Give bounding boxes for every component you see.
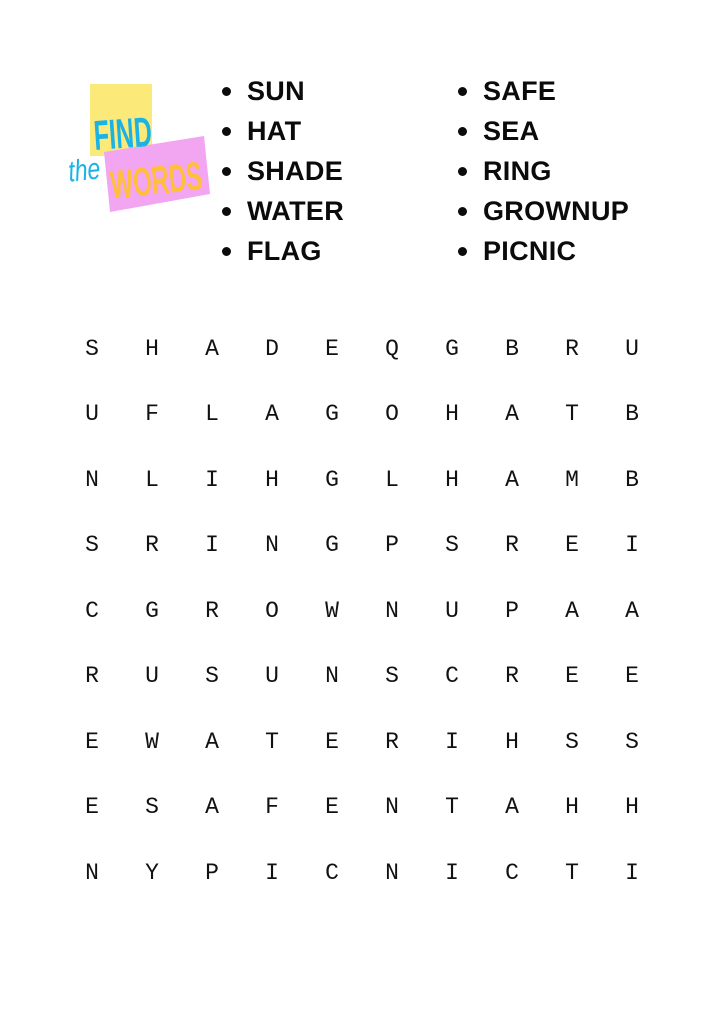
grid-cell[interactable]: H [145, 335, 159, 362]
grid-cell[interactable]: U [625, 335, 639, 362]
grid-cell[interactable]: U [445, 597, 459, 624]
grid-cell[interactable]: H [445, 466, 459, 493]
word-label: SHADE [247, 155, 344, 186]
grid-cell[interactable]: Y [145, 859, 159, 886]
grid-cell[interactable]: E [325, 728, 339, 755]
word-list-item [454, 191, 629, 231]
grid-cell[interactable]: S [385, 663, 399, 690]
word-label: FLAG [247, 235, 322, 266]
bullet-icon [458, 167, 467, 176]
word-list-item [454, 71, 629, 111]
letter-grid [62, 316, 662, 906]
grid-cell[interactable]: A [265, 401, 279, 428]
grid-cell[interactable]: I [205, 466, 219, 493]
bullet-icon [458, 247, 467, 256]
word-list-item [454, 231, 629, 271]
grid-cell[interactable]: H [505, 728, 519, 755]
grid-cell[interactable]: L [145, 466, 159, 493]
grid-cell[interactable]: W [325, 597, 339, 624]
grid-cell[interactable]: Q [385, 335, 399, 362]
grid-cell[interactable]: R [505, 532, 519, 559]
grid-cell[interactable]: O [265, 597, 279, 624]
word-label: HAT [247, 115, 302, 146]
grid-cell[interactable]: I [265, 859, 279, 886]
grid-cell[interactable]: S [145, 794, 159, 821]
grid-cell[interactable]: D [265, 335, 279, 362]
bullet-icon [222, 207, 231, 216]
grid-cell[interactable]: M [565, 466, 579, 493]
bullet-icon [222, 247, 231, 256]
bullet-icon [222, 127, 231, 136]
grid-cell[interactable]: C [445, 663, 459, 690]
word-label: PICNIC [483, 235, 577, 266]
grid-cell[interactable]: R [565, 335, 579, 362]
grid-cell[interactable]: H [445, 401, 459, 428]
grid-cell[interactable]: U [265, 663, 279, 690]
grid-cell[interactable]: R [385, 728, 399, 755]
grid-cell[interactable]: A [625, 597, 639, 624]
grid-cell[interactable]: E [325, 335, 339, 362]
word-list-item [218, 231, 344, 271]
word-list-item [454, 111, 629, 151]
grid-cell[interactable]: S [85, 532, 99, 559]
grid-cell[interactable]: E [325, 794, 339, 821]
grid-cell[interactable]: A [205, 728, 219, 755]
grid-cell[interactable]: B [625, 401, 639, 428]
grid-cell[interactable]: G [445, 335, 459, 362]
find-the-words-logo [64, 82, 266, 218]
grid-cell[interactable]: A [565, 597, 579, 624]
grid-cell[interactable]: A [205, 335, 219, 362]
grid-cell[interactable]: N [385, 794, 399, 821]
grid-cell[interactable]: N [265, 532, 279, 559]
grid-cell[interactable]: B [625, 466, 639, 493]
grid-cell[interactable]: A [505, 466, 519, 493]
grid-cell[interactable]: S [85, 335, 99, 362]
grid-cell[interactable]: R [505, 663, 519, 690]
grid-cell[interactable]: T [265, 728, 279, 755]
grid-cell[interactable]: B [505, 335, 519, 362]
grid-cell[interactable]: S [625, 728, 639, 755]
grid-cell[interactable]: R [145, 532, 159, 559]
word-list-item [218, 151, 344, 191]
grid-cell[interactable]: C [85, 597, 99, 624]
grid-cell[interactable]: A [205, 794, 219, 821]
word-label: SUN [247, 75, 305, 106]
grid-cell[interactable]: L [205, 401, 219, 428]
word-list-column-1 [218, 71, 344, 271]
word-list-item [218, 111, 344, 151]
grid-cell[interactable]: F [145, 401, 159, 428]
grid-cell[interactable]: N [385, 597, 399, 624]
grid-cell[interactable]: H [565, 794, 579, 821]
grid-cell[interactable]: G [325, 401, 339, 428]
grid-cell[interactable]: I [445, 859, 459, 886]
grid-cell[interactable]: I [625, 532, 639, 559]
grid-cell[interactable]: T [445, 794, 459, 821]
grid-cell[interactable]: C [505, 859, 519, 886]
grid-cell[interactable]: U [85, 401, 99, 428]
grid-cell[interactable]: W [145, 728, 159, 755]
grid-cell[interactable]: G [325, 466, 339, 493]
grid-cell[interactable]: E [85, 794, 99, 821]
logo-find-text: FIND [92, 105, 194, 159]
word-list-item [454, 151, 629, 191]
grid-cell[interactable]: R [205, 597, 219, 624]
grid-cell[interactable]: N [85, 859, 99, 886]
word-label: WATER [247, 195, 344, 226]
word-label: GROWNUP [483, 195, 630, 226]
word-label: RING [483, 155, 552, 186]
grid-cell[interactable]: H [265, 466, 279, 493]
grid-cell[interactable]: T [565, 859, 579, 886]
grid-cell[interactable]: N [85, 466, 99, 493]
logo-graphic [64, 82, 266, 218]
word-label: SAFE [483, 75, 557, 106]
grid-cell[interactable]: I [205, 532, 219, 559]
grid-cell[interactable]: P [205, 859, 219, 886]
grid-cell[interactable]: N [385, 859, 399, 886]
grid-cell[interactable]: T [565, 401, 579, 428]
grid-cell[interactable]: I [625, 859, 639, 886]
bullet-icon [458, 207, 467, 216]
grid-cell[interactable]: P [505, 597, 519, 624]
bullet-icon [222, 87, 231, 96]
grid-cell[interactable]: N [325, 663, 339, 690]
grid-cell[interactable]: O [385, 401, 399, 428]
grid-cell[interactable]: G [145, 597, 159, 624]
grid-cell[interactable]: H [625, 794, 639, 821]
grid-cell[interactable]: S [445, 532, 459, 559]
grid-cell[interactable]: L [385, 466, 399, 493]
grid-cell[interactable]: P [385, 532, 399, 559]
grid-cell[interactable]: F [265, 794, 279, 821]
grid-cell[interactable]: E [85, 728, 99, 755]
word-list-item [218, 191, 344, 231]
bullet-icon [458, 127, 467, 136]
grid-cell[interactable]: S [565, 728, 579, 755]
grid-cell[interactable]: E [565, 663, 579, 690]
bullet-icon [458, 87, 467, 96]
grid-cell[interactable]: G [325, 532, 339, 559]
grid-cell[interactable]: C [325, 859, 339, 886]
grid-cell[interactable]: R [85, 663, 99, 690]
grid-cell[interactable]: A [505, 401, 519, 428]
grid-cell[interactable]: E [625, 663, 639, 690]
word-label: SEA [483, 115, 540, 146]
word-list-item [218, 71, 344, 111]
grid-cell[interactable]: A [505, 794, 519, 821]
grid-cell[interactable]: S [205, 663, 219, 690]
logo-the-text: the [66, 151, 112, 189]
bullet-icon [222, 167, 231, 176]
grid-cell[interactable]: U [145, 663, 159, 690]
word-list-column-2 [454, 71, 629, 271]
grid-cell[interactable]: E [565, 532, 579, 559]
grid-cell[interactable]: I [445, 728, 459, 755]
logo-words-text: WORDS [108, 147, 266, 208]
